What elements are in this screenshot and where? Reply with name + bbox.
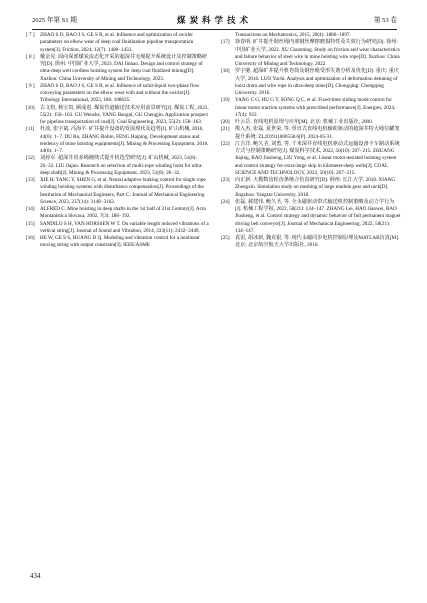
volume-label: 第 53 卷 xyxy=(373,17,397,24)
reference-item xyxy=(221,97,401,119)
reference-number: [23] xyxy=(221,177,230,183)
reference-item xyxy=(221,39,401,68)
reference-number: [17] xyxy=(221,39,230,46)
reference-text: 叶云岳. 直线电机原理与应用[M]. 北京: 机械工业出版社, 2000. xyxy=(235,119,373,125)
reference-number: [22] xyxy=(221,140,230,147)
reference-continuation: Transactions on Mechatronics, 2015, 20(4): 1886−1897. xyxy=(235,32,351,38)
journal-title: 煤炭科学技术 xyxy=(176,16,252,26)
reference-number: [16] xyxy=(26,235,35,241)
reference-text: 古文豹, 杨宝贵, 顾成进. 煤炭管道输送技术应用前景研究[J]. 煤炭工程, 2023, 55(2): 158−163. GU Wenzhe, YANG Baogui, GU Chengjin. Application prospect for pipeline transportation of coal[J]. Coal Engineering, 2023, 55(2): 158−163. xyxy=(40,104,209,125)
reference-item xyxy=(221,141,401,177)
reference-number: [24] xyxy=(221,198,230,205)
reference-text: 徐春明. 矿井提升钢丝绳内部钢丝摩擦磨损特性及失效行为研究[D]. 徐州: 中国矿业大学, 2022. XU Chunming. Study on friction and wear characteristics and failure behavior of steel wire in mine hoisting wire rope[D]. Xuzhou: China University of Mining and Technology, 2022. xyxy=(235,39,400,67)
running-header xyxy=(32,14,397,28)
reference-item xyxy=(221,126,401,141)
reference-text: 袁雷, 胡冰新, 魏克银, 等. 现代永磁同步电机控制原理及MATLAB仿真[M]. 北京: 北京航空航天大学出版社, 2016. xyxy=(235,235,400,249)
reference-number: [25] xyxy=(221,235,230,241)
reference-number: [20] xyxy=(221,119,230,125)
page-number: 434 xyxy=(30,572,41,580)
reference-number: [ 7 ] xyxy=(26,32,35,38)
reference-item xyxy=(26,54,210,83)
header-rule xyxy=(32,29,397,30)
reference-item xyxy=(26,221,210,236)
reference-item xyxy=(26,105,210,127)
reference-item xyxy=(26,155,210,177)
reference-number: [21] xyxy=(221,126,230,133)
reference-number: [13] xyxy=(26,177,35,183)
reference-text: 杜波, 张宇斌, 冯海平. 矿井提升设备的发展现状及趋势[J]. 矿山机械, 2016, 44(6): 1−7. DU Bo, ZHANG Bobin, FENG Haiping. Development status and tendency of mine hoisting equipments[J]. Mining & Processing Equipment, 2016, 44(6): 1−7. xyxy=(40,126,209,154)
reference-text: 向正新. 大模数齿轮齿条啮合仿真研究[D]. 荆州: 长江大学, 2018. XIANG Zhengxin. Simulation study on meshing of large module gear and rack[D]. Jingzhou: Yangtze University, 2018. xyxy=(235,177,396,198)
reference-number: [ 9 ] xyxy=(26,82,35,89)
reference-item xyxy=(26,83,210,105)
reference-text: 熊入杰, 张磊, 夏世荣, 等. 垂直式直线电机辅助驱动的超深井特大绳位罐笼提升系统: ZL201911000558.6[P]. 2024-05-31. xyxy=(235,126,400,140)
reference-number: [19] xyxy=(221,97,230,104)
reference-number: [ 8 ] xyxy=(26,53,35,60)
reference-item xyxy=(26,235,210,250)
reference-text: 江吉洋, 鲍久圣, 刘勇, 等. 千米深井直线电机驱动式运输设备卡车制动系统方式与控制策略研究[J]. 煤炭科学技术, 2022, 50(10): 207−215. ZHUANG Jiajing, BAO Jiusheng, LIU Yong, et al. Linear motor-assisted hoisting system and control strategy for extra-large skip in kilometer-deep wells[J]. COAL SCIENCE AND TECHNOLOGY, 2022, 50(10): 207−215. xyxy=(235,140,400,176)
reference-number: [14] xyxy=(26,206,35,212)
left-column xyxy=(26,32,210,250)
reference-number: [12] xyxy=(26,155,35,162)
reference-number: [18] xyxy=(221,68,230,75)
reference-text: 戴金晃. 面向深部煤炭流态化开采的超深井无绳提升系统设计及控制策略研究[D]. 徐州: 中国矿业大学, 2023. DAI Jinhao. Design and control strategy of ultra-deep well cordless hoisting system for deep coal fluidized mining[D]. Xuzhou: China University of Mining and Technology, 2023. xyxy=(40,53,208,82)
reference-number: [15] xyxy=(26,220,35,227)
reference-item xyxy=(221,68,401,97)
reference-text: SANDILO S H, VAN HORSSEN W T. On variable length induced vibrations of a vertical string[J]. Journal of Sound and Vibration, 2014, 333(11): 2432−2449. xyxy=(40,220,209,234)
reference-item xyxy=(26,126,210,155)
reference-text: 刘孙军. 超深井用多绳缠绕式提升机选型研究[J]. 矿山机械, 2023, 51(8): 26−32. LIU Jiajun. Research on selection of multi-rope winding hoist for ultra-deep shaft[J]. Mining & Processing Equipment, 2023, 51(8): 26−32. xyxy=(40,155,203,176)
reference-text: ZHAO S D, BAO J S, GE S R, et al. Influence and optimization of swirler parameters on elbow wear of deep coal fluidization pipeline transportation system[J]. Friction, 2024, 12(7): 1408−1433. xyxy=(40,32,194,53)
reference-text: ALFRED C. Mine hoisting in deep shafts in the 1st half of 21st Century[J]. Acta Montanistica Slovaca, 2002, 7(3): 188−192. xyxy=(40,206,206,220)
reference-text: XIE H, TANG Y, SHEN G, et al. Neural adaptive braking control for single rope winding hoisting systems with disturbance compensation[J]. Proceedings of the Institution of Mechanical Engineers, Part C: Journal of Mechanical Engineering Science, 2023, 237(14): 3148−3162. xyxy=(40,177,206,205)
right-column xyxy=(221,32,401,250)
reference-text: YANG C G, HU G Y, SONG Q C, et al. Fixed-time sliding mode control for linear motor traction systems with prescribed performance[J]. Energies, 2024, 17(4): 932. xyxy=(235,97,396,118)
reference-number: [11] xyxy=(26,126,35,133)
issue-label: 2025 年第 S1 期 xyxy=(32,17,77,24)
reference-text: ZHAO S D, BAO J S, GE S R, et al. Influence of solid-liquid two-phase flow conveying parameters on the elbow wear with and without the swirler[J]. Tribology International, 2023, 186: 108635. xyxy=(40,82,200,104)
reference-item xyxy=(221,199,401,235)
reference-item xyxy=(26,177,210,206)
reference-item xyxy=(26,206,210,221)
reference-item xyxy=(26,32,210,54)
reference-item xyxy=(221,177,401,199)
reference-text: 张磊, 郝建伟, 鲍久圣, 等. 全永磁驱动带式输送机控制策略及动力学行为[J]. 机械工程学报, 2022, 58(21): 134−147. ZHANG Lei, HAO Jianwei, BAO Jiusheng, et al. Control strategy and dynamic behavior of full permanent magnet driving belt conveyor[J]. Journal of Mechanical Engineering, 2022, 58(21): 134−147. xyxy=(235,198,401,234)
reference-item xyxy=(221,235,401,250)
reference-text: HE W, GE S S, HUANG D Q. Modeling and vibration control for a nonlinear moving string with output constraint[J]. IEEE/ASME xyxy=(40,235,200,249)
reference-number: [10] xyxy=(26,104,35,111)
reference-text: 罗宇驰. 超深矿井提升机卷筒及钢丝绳受形失谐分析及优化[D]. 重庆: 重庆大学, 2016. LUO Yuchi. Analysis and optimization of deformation detuning of hoist drum and wire rope in ultra-deep mine[D]. Chongqing: Chongqing University, 2016. xyxy=(235,68,400,96)
